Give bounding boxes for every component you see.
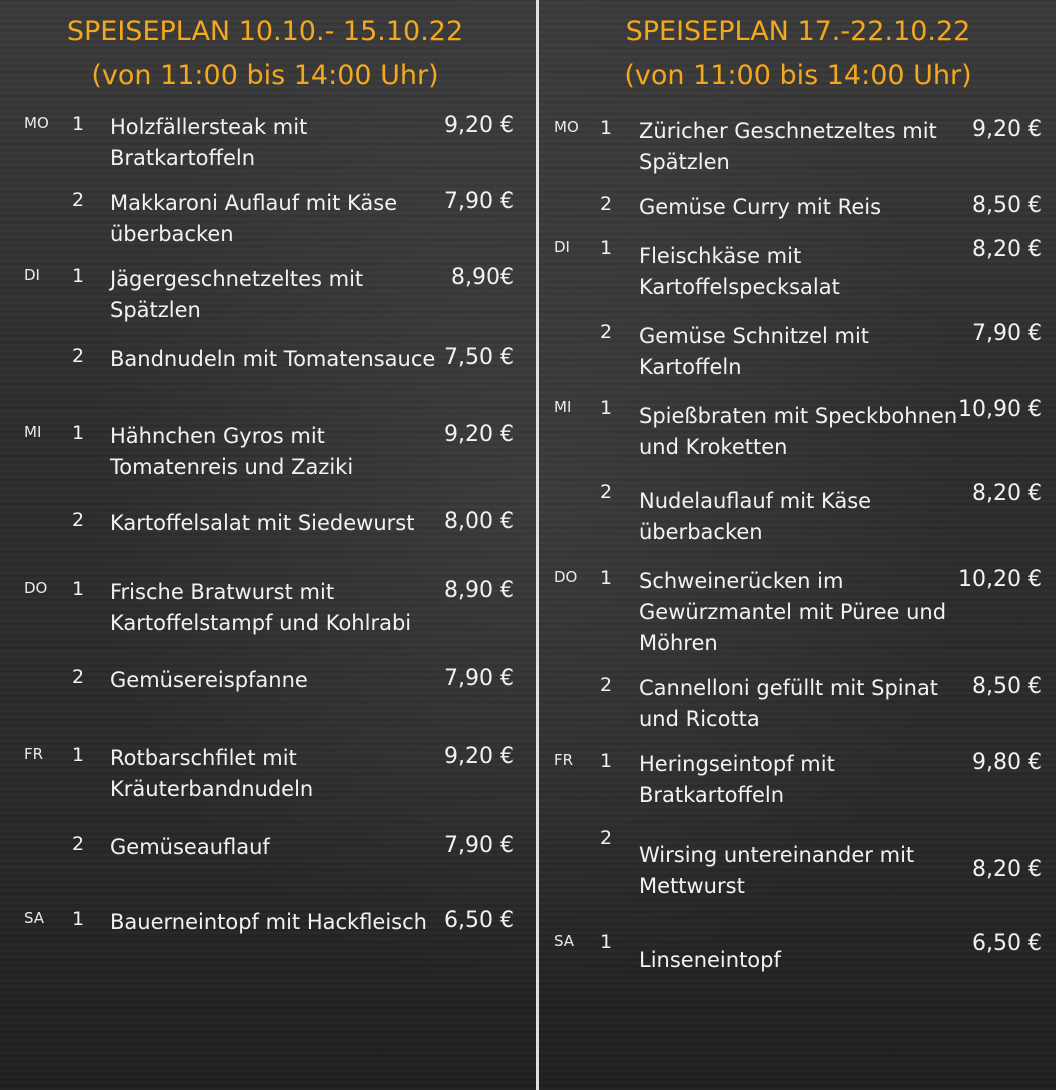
- dish-number: 2: [600, 827, 613, 849]
- dish-number: 1: [600, 567, 613, 589]
- dish-name: Heringseintopf mit Bratkartoffeln: [639, 752, 835, 807]
- dish-number: 2: [72, 345, 85, 367]
- dish-number: 1: [72, 578, 85, 600]
- title-line-2: (von 11:00 bis 14:00 Uhr): [91, 60, 439, 91]
- dish-name: Bandnudeln mit Tomatensauce: [110, 347, 436, 371]
- dish-name: Makkaroni Auflauf mit Käse überbacken: [110, 191, 398, 246]
- dish-price: 7,90 €: [444, 833, 514, 858]
- dish-name: Gemüseauflauf: [110, 835, 270, 859]
- dish-price: 9,20 €: [444, 113, 514, 138]
- dish-price: 8,50 €: [972, 674, 1042, 699]
- dish-price: 9,20 €: [972, 117, 1042, 142]
- dish-number: 2: [600, 481, 613, 503]
- dish-number: 2: [600, 674, 613, 696]
- day-label: MI: [24, 423, 42, 441]
- dish-price: 8,50 €: [972, 193, 1042, 218]
- dish-price: 8,90 €: [444, 578, 514, 603]
- dish-price: 10,90 €: [958, 397, 1042, 422]
- dish-number: 1: [72, 113, 85, 135]
- dish-price: 6,50 €: [972, 931, 1042, 956]
- dish-name: Gemüse Curry mit Reis: [639, 195, 882, 219]
- dish-name: Linseneintopf: [639, 948, 781, 972]
- day-label: MO: [24, 114, 49, 132]
- dish-name: Bauerneintopf mit Hackfleisch: [110, 910, 427, 934]
- dish-number: 1: [600, 237, 613, 259]
- dish-name: Hähnchen Gyros mit Tomatenreis und Zaziki: [110, 424, 354, 479]
- dish-price: 8,20 €: [972, 857, 1042, 882]
- dish-price: 9,20 €: [444, 422, 514, 447]
- day-label: FR: [24, 745, 44, 763]
- dish-price: 7,90 €: [444, 666, 514, 691]
- dish-number: 1: [600, 931, 613, 953]
- dish-price: 8,00 €: [444, 509, 514, 534]
- day-label: DO: [554, 568, 578, 586]
- day-label: DI: [554, 238, 570, 256]
- dish-name: Gemüse Schnitzel mit Kartoffeln: [639, 324, 870, 379]
- dish-number: 1: [600, 117, 613, 139]
- menu-week-2: [540, 0, 1056, 1090]
- day-label: FR: [554, 751, 574, 769]
- dish-name: Spießbraten mit Speckbohnen und Kroketten: [639, 404, 958, 459]
- dish-number: 1: [600, 397, 613, 419]
- dish-price: 7,50 €: [444, 345, 514, 370]
- dish-name: Rotbarschfilet mit Kräuterbandnudeln: [110, 746, 314, 801]
- dish-name: Cannelloni gefüllt mit Spinat und Ricotta: [639, 676, 939, 731]
- dish-number: 2: [72, 666, 85, 688]
- dish-number: 1: [72, 265, 85, 287]
- dish-price: 9,20 €: [444, 744, 514, 769]
- dish-name: Kartoffelsalat mit Siedewurst: [110, 511, 415, 535]
- dish-name: Holzfällersteak mit Bratkartoffeln: [110, 115, 308, 170]
- dish-price: 8,20 €: [972, 237, 1042, 262]
- day-label: DI: [24, 266, 40, 284]
- title-line-1: SPEISEPLAN 10.10.- 15.10.22: [66, 16, 464, 47]
- dish-name: Jägergeschnetzeltes mit Spätzlen: [110, 267, 364, 322]
- dish-price: 6,50 €: [444, 908, 514, 933]
- dish-name: Gemüsereispfanne: [110, 668, 308, 692]
- dish-name: Schweinerücken im Gewürzmantel mit Püree und Möhren: [639, 569, 947, 655]
- dish-name: Züricher Geschnetzeltes mit Spätzlen: [639, 119, 937, 174]
- dish-number: 2: [600, 193, 613, 215]
- day-label: DO: [24, 579, 48, 597]
- dish-number: 2: [72, 509, 85, 531]
- dish-price: 8,90€: [451, 265, 514, 290]
- title-line-1: SPEISEPLAN 17.-22.10.22: [625, 16, 971, 47]
- menu-title: [540, 10, 1056, 98]
- dish-price: 8,20 €: [972, 481, 1042, 506]
- dish-number: 1: [600, 750, 613, 772]
- dish-number: 2: [600, 321, 613, 343]
- menu-title: [0, 10, 530, 98]
- dish-price: 9,80 €: [972, 750, 1042, 775]
- dish-number: 2: [72, 189, 85, 211]
- dish-name: Frische Bratwurst mit Kartoffelstampf und Kohlrabi: [110, 580, 412, 635]
- dish-name: Fleischkäse mit Kartoffelspecksalat: [639, 244, 840, 299]
- dish-price: 7,90 €: [444, 189, 514, 214]
- day-label: SA: [554, 932, 575, 950]
- day-label: SA: [24, 909, 45, 927]
- day-label: MI: [554, 398, 572, 416]
- dish-number: 2: [72, 833, 85, 855]
- dish-number: 1: [72, 422, 85, 444]
- dish-price: 10,20 €: [958, 567, 1042, 592]
- title-line-2: (von 11:00 bis 14:00 Uhr): [624, 60, 972, 91]
- dish-number: 1: [72, 908, 85, 930]
- dish-price: 7,90 €: [972, 321, 1042, 346]
- dish-name: Nudelauflauf mit Käse überbacken: [639, 489, 872, 544]
- dish-number: 1: [72, 744, 85, 766]
- column-divider: [536, 0, 539, 1090]
- dish-name: Wirsing untereinander mit Mettwurst: [639, 843, 915, 898]
- day-label: MO: [554, 118, 579, 136]
